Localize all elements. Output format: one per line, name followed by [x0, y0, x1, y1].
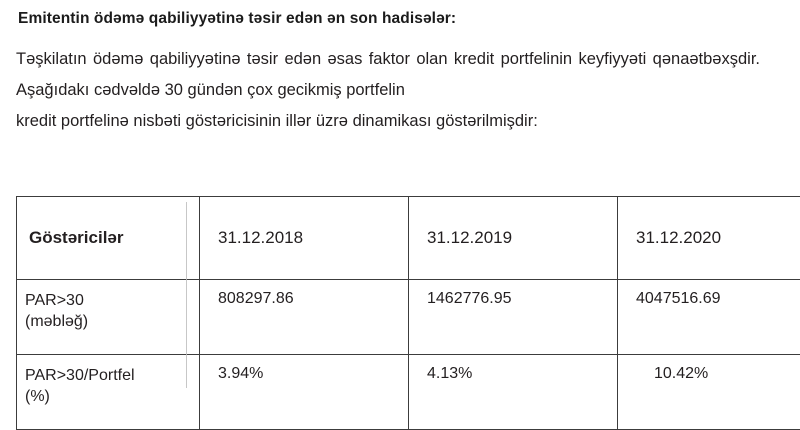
row-label-line1: PAR>30: [25, 290, 199, 311]
table-header-date-2018: 31.12.2018: [200, 197, 409, 280]
table-header-indicators: Göstəricilər: [17, 197, 200, 280]
cell-par30-amount-2019: 1462776.95: [409, 280, 618, 355]
cell-par30-ratio-2019: 4.13%: [409, 355, 618, 430]
par30-table: [16, 196, 800, 430]
paragraph-main-text: Təşkilatın ödəmə qabiliyyətinə təsir edən əsas faktor olan kredit portfelinin keyfiyyəti qənaətbəxşdir. Aşağıdakı cədvəldə 30 gündən çox gecikmiş portfelin: [16, 50, 760, 99]
table-header-date-2019: 31.12.2019: [409, 197, 618, 280]
row-label-par30-amount: [17, 280, 200, 355]
table-row: [17, 280, 800, 355]
cell-par30-amount-2020: 4047516.69: [618, 280, 800, 355]
row-label-line2: (%): [25, 386, 199, 407]
body-paragraph: [16, 44, 760, 137]
table-header-date-2020: 31.12.2020: [618, 197, 800, 280]
row-label-line2: (məbləğ): [25, 311, 199, 332]
cell-par30-amount-2018: 808297.86: [200, 280, 409, 355]
row-label-line1: PAR>30/Portfel: [25, 365, 199, 386]
table-header-row: [17, 197, 800, 280]
paragraph-last-line: kredit portfelinə nisbəti göstəricisinin illər üzrə dinamikası göstərilmişdir:: [16, 106, 760, 137]
cell-par30-ratio-2018: 3.94%: [200, 355, 409, 430]
row-label-par30-ratio: [17, 355, 200, 430]
cell-par30-ratio-2020: 10.42%: [618, 355, 800, 430]
table-row: [17, 355, 800, 430]
page-heading: Emitentin ödəmə qabiliyyətinə təsir edən ən son hadisələr:: [18, 10, 758, 28]
